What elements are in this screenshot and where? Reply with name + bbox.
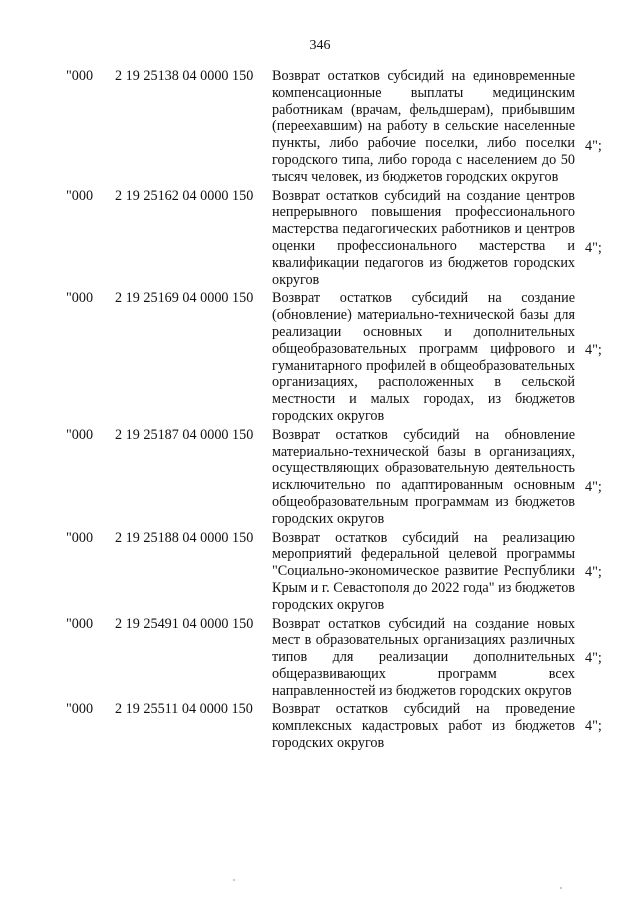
budget-code: 2 19 25169 04 0000 150 (115, 290, 254, 307)
entry-suffix: 4"; (585, 718, 602, 735)
list-item (0, 188, 640, 289)
budget-code: 2 19 25511 04 0000 150 (115, 701, 253, 718)
entry-description: Возврат остатков субсидий на создание новых мест в образовательных организациях различных типов для реализации дополнительных общеразвивающих программ всех направленностей из бюджетов городских округов (272, 615, 575, 699)
list-item (0, 427, 640, 528)
budget-code: 2 19 25138 04 0000 150 (115, 68, 254, 84)
page-number: 346 (309, 38, 331, 53)
entry-prefix: "000 (66, 529, 94, 546)
budget-code-list (0, 68, 640, 752)
entry-suffix: 4"; (585, 649, 602, 666)
budget-code: 2 19 25491 04 0000 150 (115, 615, 254, 632)
entry-description: Возврат остатков субсидий на создание (обновление) материально-технической базы для реализации основных и дополнительных общеобразовательных программ цифрового и гуманитарного профилей в общеобразовательных организациях, расположенных в сельской местности и малых городах, из бюджетов городских округов (272, 290, 575, 424)
entry-suffix: 4"; (585, 563, 602, 580)
list-item (0, 616, 640, 700)
list-item (0, 290, 640, 424)
entry-prefix: "000 (66, 68, 94, 84)
list-item (0, 701, 640, 751)
scan-artifact (560, 887, 562, 889)
entry-suffix: 4"; (585, 239, 602, 256)
budget-code: 2 19 25188 04 0000 150 (115, 529, 254, 546)
list-item (0, 68, 640, 186)
budget-code: 2 19 25187 04 0000 150 (115, 426, 254, 443)
entry-prefix: "000 (66, 426, 94, 443)
entry-suffix: 4"; (585, 342, 602, 359)
scan-artifact (233, 879, 235, 881)
entry-prefix: "000 (66, 290, 94, 307)
entry-suffix: 4"; (585, 138, 602, 154)
entry-description: Возврат остатков субсидий на проведение комплексных кадастровых работ из бюджетов городских округов (272, 701, 575, 752)
list-item (0, 530, 640, 614)
entry-prefix: "000 (66, 701, 94, 718)
entry-description: Возврат остатков субсидий на обновление материально-технической базы в организациях, осуществляющих образовательную деятельность исключительно по адаптированным основным общеобразовательным программам из бюджетов городских округов (272, 426, 575, 527)
entry-description: Возврат остатков субсидий на единовременные компенсационные выплаты медицинским работникам (врачам, фельдшерам), прибывшим (переехавшим) на работу в сельские населенные пункты, либо рабочие поселки, либо поселки городского типа, либо города с населением до 50 тысяч человек, из бюджетов городских округов (272, 68, 575, 185)
entry-description: Возврат остатков субсидий на создание центров непрерывного повышения профессионального мастерства педагогических работников и центров оценки профессионального мастерства и квалификации педагогов из бюджетов городских округов (272, 187, 575, 288)
entry-description: Возврат остатков субсидий на реализацию мероприятий федеральной целевой программы "Социально-экономическое развитие Республики Крым и г. Севастополя до 2022 года" из бюджетов городских округов (272, 529, 575, 613)
entry-prefix: "000 (66, 187, 94, 204)
entry-suffix: 4"; (585, 478, 602, 495)
entry-prefix: "000 (66, 615, 94, 632)
budget-code: 2 19 25162 04 0000 150 (115, 187, 254, 204)
